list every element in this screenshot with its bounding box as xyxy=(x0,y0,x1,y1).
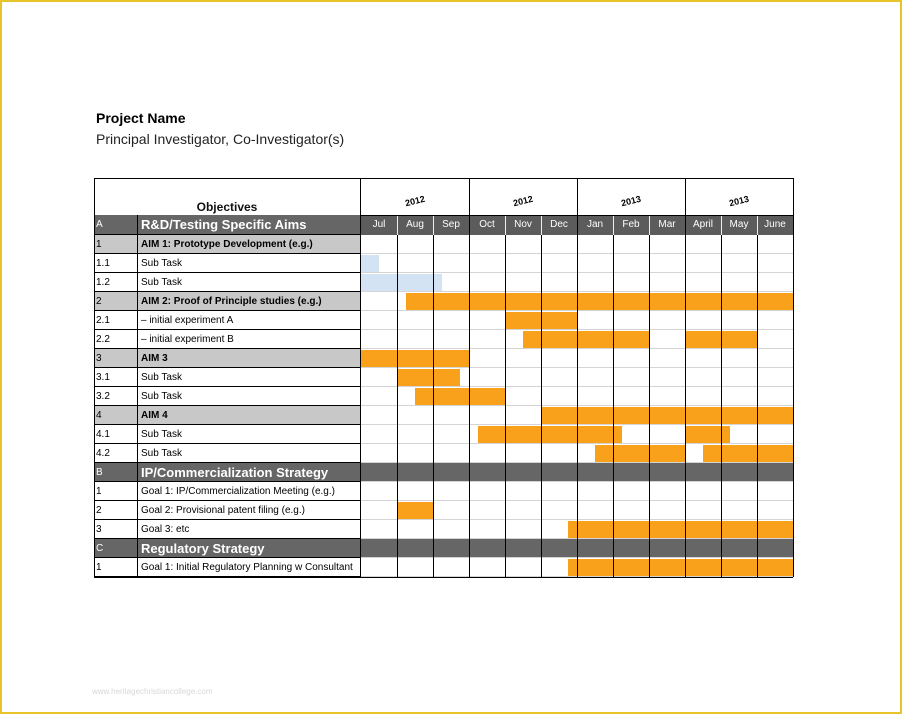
gantt-bar xyxy=(361,255,379,272)
gantt-bar xyxy=(541,407,793,424)
table-row xyxy=(94,215,360,235)
gantt-bar xyxy=(478,426,622,443)
row-number: 3.1 xyxy=(94,368,138,386)
month-divider-body xyxy=(541,235,542,577)
gantt-bar xyxy=(361,350,469,367)
row-number: 4 xyxy=(94,406,138,424)
row-label: Goal 1: Initial Regulatory Planning w Consultant xyxy=(141,562,353,573)
header-top-border xyxy=(94,178,793,179)
row-number: 4.2 xyxy=(94,444,138,462)
table-row xyxy=(94,273,360,292)
year-label: 2012 xyxy=(512,193,534,209)
row-label: – initial experiment B xyxy=(141,334,234,345)
row-number: 2.1 xyxy=(94,311,138,329)
table-row xyxy=(94,558,360,577)
table-row xyxy=(94,482,360,501)
row-label: Regulatory Strategy xyxy=(141,541,265,556)
month-divider xyxy=(577,178,578,577)
table-row xyxy=(94,463,360,482)
month-divider-body xyxy=(505,235,506,577)
row-number: A xyxy=(94,215,138,234)
row-label: – initial experiment A xyxy=(141,315,234,326)
row-number: 2 xyxy=(94,292,138,310)
row-label: Goal 3: etc xyxy=(141,524,190,535)
gantt-bar xyxy=(703,445,793,462)
gantt-bar xyxy=(397,502,433,519)
month-label-dec: Dec xyxy=(550,219,568,230)
row-number: 4.1 xyxy=(94,425,138,443)
row-label: AIM 1: Prototype Development (e.g.) xyxy=(141,239,313,250)
month-label-june: June xyxy=(764,219,786,230)
table-row xyxy=(94,330,360,349)
row-number: 3.2 xyxy=(94,387,138,405)
month-label-may: May xyxy=(729,219,749,230)
table-row xyxy=(94,406,360,425)
row-label: AIM 2: Proof of Principle studies (e.g.) xyxy=(141,296,322,307)
gantt-bar xyxy=(361,274,442,291)
row-number: 1 xyxy=(94,482,138,500)
year-row-border xyxy=(361,215,793,216)
gantt-bar xyxy=(406,293,793,310)
table-row xyxy=(94,292,360,311)
gantt-bar xyxy=(415,388,505,405)
row-label: Sub Task xyxy=(141,391,182,402)
table-row xyxy=(94,235,360,254)
row-label: Sub Task xyxy=(141,448,182,459)
row-number: 2 xyxy=(94,501,138,519)
left-border xyxy=(94,178,95,577)
year-label: 2013 xyxy=(620,193,642,209)
row-label: AIM 3 xyxy=(141,353,168,364)
watermark: www.heritagechristiancollege.com xyxy=(92,687,213,696)
table-row xyxy=(94,387,360,406)
gantt-bar xyxy=(595,445,685,462)
row-number: 3 xyxy=(94,520,138,538)
row-number: 2.2 xyxy=(94,330,138,348)
month-label-oct: Oct xyxy=(479,219,495,230)
row-label: IP/Commercialization Strategy xyxy=(141,465,329,480)
month-label-jul: Jul xyxy=(372,219,386,230)
table-row xyxy=(94,425,360,444)
month-divider-body xyxy=(613,235,614,577)
month-divider xyxy=(685,178,686,577)
table-row xyxy=(94,311,360,330)
month-divider-body xyxy=(721,235,722,577)
chart-right-border xyxy=(793,178,794,577)
month-label-feb: Feb xyxy=(622,219,640,230)
month-divider-body xyxy=(649,235,650,577)
gantt-bar xyxy=(568,521,793,538)
row-number: 3 xyxy=(94,349,138,367)
month-label-nov: Nov xyxy=(514,219,532,230)
row-label: Goal 2: Provisional patent filing (e.g.) xyxy=(141,505,305,516)
table-row xyxy=(94,520,360,539)
gantt-bar xyxy=(568,559,793,576)
month-divider-body xyxy=(397,235,398,577)
row-number: 1 xyxy=(94,235,138,253)
bottom-border xyxy=(94,577,793,578)
table-row xyxy=(94,349,360,368)
table-row xyxy=(94,539,360,558)
row-number: 1 xyxy=(94,558,138,576)
row-label: AIM 4 xyxy=(141,410,168,421)
year-label: 2013 xyxy=(728,193,750,209)
row-number: B xyxy=(94,463,138,481)
month-divider-body xyxy=(433,235,434,577)
month-label-jan: Jan xyxy=(586,219,604,230)
gantt-bar xyxy=(397,369,460,386)
row-label: Goal 1: IP/Commercialization Meeting (e.g.) xyxy=(141,486,335,497)
month-divider xyxy=(469,178,470,577)
table-row xyxy=(94,501,360,520)
month-label-aug: Aug xyxy=(406,219,424,230)
month-divider-body xyxy=(757,235,758,577)
row-number: 1.1 xyxy=(94,254,138,272)
project-subtitle: Principal Investigator, Co-Investigator(s) xyxy=(96,131,345,147)
row-label: Sub Task xyxy=(141,372,182,383)
year-label: 2012 xyxy=(404,193,426,209)
month-label-mar: Mar xyxy=(658,219,676,230)
row-label: R&D/Testing Specific Aims xyxy=(141,217,307,232)
project-title: Project Name xyxy=(96,110,186,126)
table-row xyxy=(94,444,360,463)
desc-right-border xyxy=(360,178,361,577)
row-label: Sub Task xyxy=(141,277,182,288)
table-row xyxy=(94,254,360,273)
row-number: 1.2 xyxy=(94,273,138,291)
table-row xyxy=(94,368,360,387)
row-label: Sub Task xyxy=(141,258,182,269)
objectives-header: Objectives xyxy=(196,200,258,214)
row-number: C xyxy=(94,539,138,557)
month-label-april: April xyxy=(692,219,713,230)
row-label: Sub Task xyxy=(141,429,182,440)
gantt-bar xyxy=(685,426,730,443)
month-label-sep: Sep xyxy=(442,219,460,230)
